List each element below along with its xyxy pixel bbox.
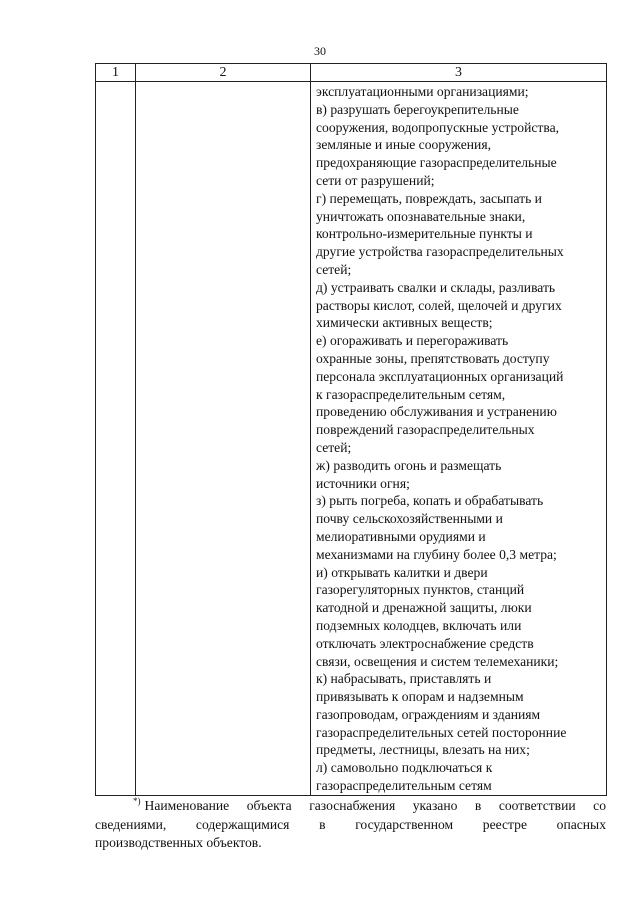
text-line: почву сельскохозяйственными и (316, 511, 503, 527)
text-line: к) набрасывать, приставлять и (316, 671, 492, 687)
column-header-2: 2 (136, 64, 311, 82)
column-header-1: 1 (96, 64, 136, 82)
footnote-line: сведениями, содержащимися в государственном реестре опасных (95, 816, 606, 832)
footnote-line (95, 797, 606, 816)
column-3-cell (311, 82, 607, 796)
text-line: и) открывать калитки и двери (316, 564, 488, 580)
text-line: газопроводам, ограждениям и зданиям (316, 706, 541, 722)
text-line: к газораспределительным сетям, (316, 386, 506, 402)
text-line: газораспределительным сетям (316, 778, 492, 794)
text-line: з) рыть погреба, копать и обрабатывать (316, 493, 544, 509)
text-line: персонала эксплуатационных организаций (316, 368, 564, 384)
text-line: проведению обслуживания и устранению (316, 404, 557, 420)
text-line: г) перемещать, повреждать, засыпать и (316, 190, 542, 206)
text-line: д) устраивать свалки и склады, разливать (316, 279, 556, 295)
text-line: подземных колодцев, включать или (316, 617, 522, 633)
text-line: химически активных веществ; (316, 315, 493, 331)
table-header-row (96, 64, 607, 82)
text-line: предметы, лестницы, влезать на них; (316, 742, 530, 758)
text-line: газорегуляторных пунктов, станций (316, 582, 525, 598)
text-line: сетей; (316, 261, 352, 277)
text-line: сети от разрушений; (316, 172, 435, 188)
footnote-line: производственных объектов. (95, 835, 262, 850)
text-line: л) самовольно подключаться к (316, 760, 493, 776)
text-line: предохраняющие газораспределительные (316, 155, 557, 171)
text-line: источники огня; (316, 475, 410, 491)
page-number: 30 (314, 44, 326, 58)
text-line: связи, освещения и систем телемеханики; (316, 653, 559, 669)
footnote-text: Наименование объекта газоснабжения указано в соответствии со (144, 798, 606, 813)
text-line: газораспределительных сетей посторонние (316, 724, 567, 740)
text-line: контрольно-измерительные пункты и (316, 226, 533, 242)
requirements-table (95, 63, 607, 796)
text-line: катодной и дренажной защиты, люки (316, 600, 532, 616)
column-2-cell (136, 82, 311, 796)
text-line: уничтожать опознавательные знаки, (316, 208, 526, 224)
text-line: ж) разводить огонь и размещать (316, 457, 502, 473)
text-line: повреждений газораспределительных (316, 422, 535, 438)
text-line: охранные зоны, препятствовать доступу (316, 350, 550, 366)
text-line: земляные и иные сооружения, (316, 137, 491, 153)
footnote (95, 797, 606, 853)
text-line: сетей; (316, 439, 352, 455)
text-line: мелиоративными орудиями и (316, 528, 486, 544)
text-line: эксплуатационными организациями; (316, 84, 529, 99)
text-line: механизмами на глубину более 0,3 метра; (316, 546, 557, 562)
column-header-3: 3 (311, 64, 607, 82)
text-line: в) разрушать берегоукрепительные (316, 101, 519, 117)
footnote-marker: *) (133, 796, 141, 807)
text-line: растворы кислот, солей, щелочей и других (316, 297, 562, 313)
table-row (96, 82, 607, 796)
text-line: сооружения, водопропускные устройства, (316, 119, 560, 135)
text-line: привязывать к опорам и надземным (316, 689, 524, 705)
text-line: другие устройства газораспределительных (316, 244, 564, 260)
column-1-cell (96, 82, 136, 796)
text-line: е) огораживать и перегораживать (316, 333, 509, 349)
text-line: отключать электроснабжение средств (316, 635, 534, 651)
